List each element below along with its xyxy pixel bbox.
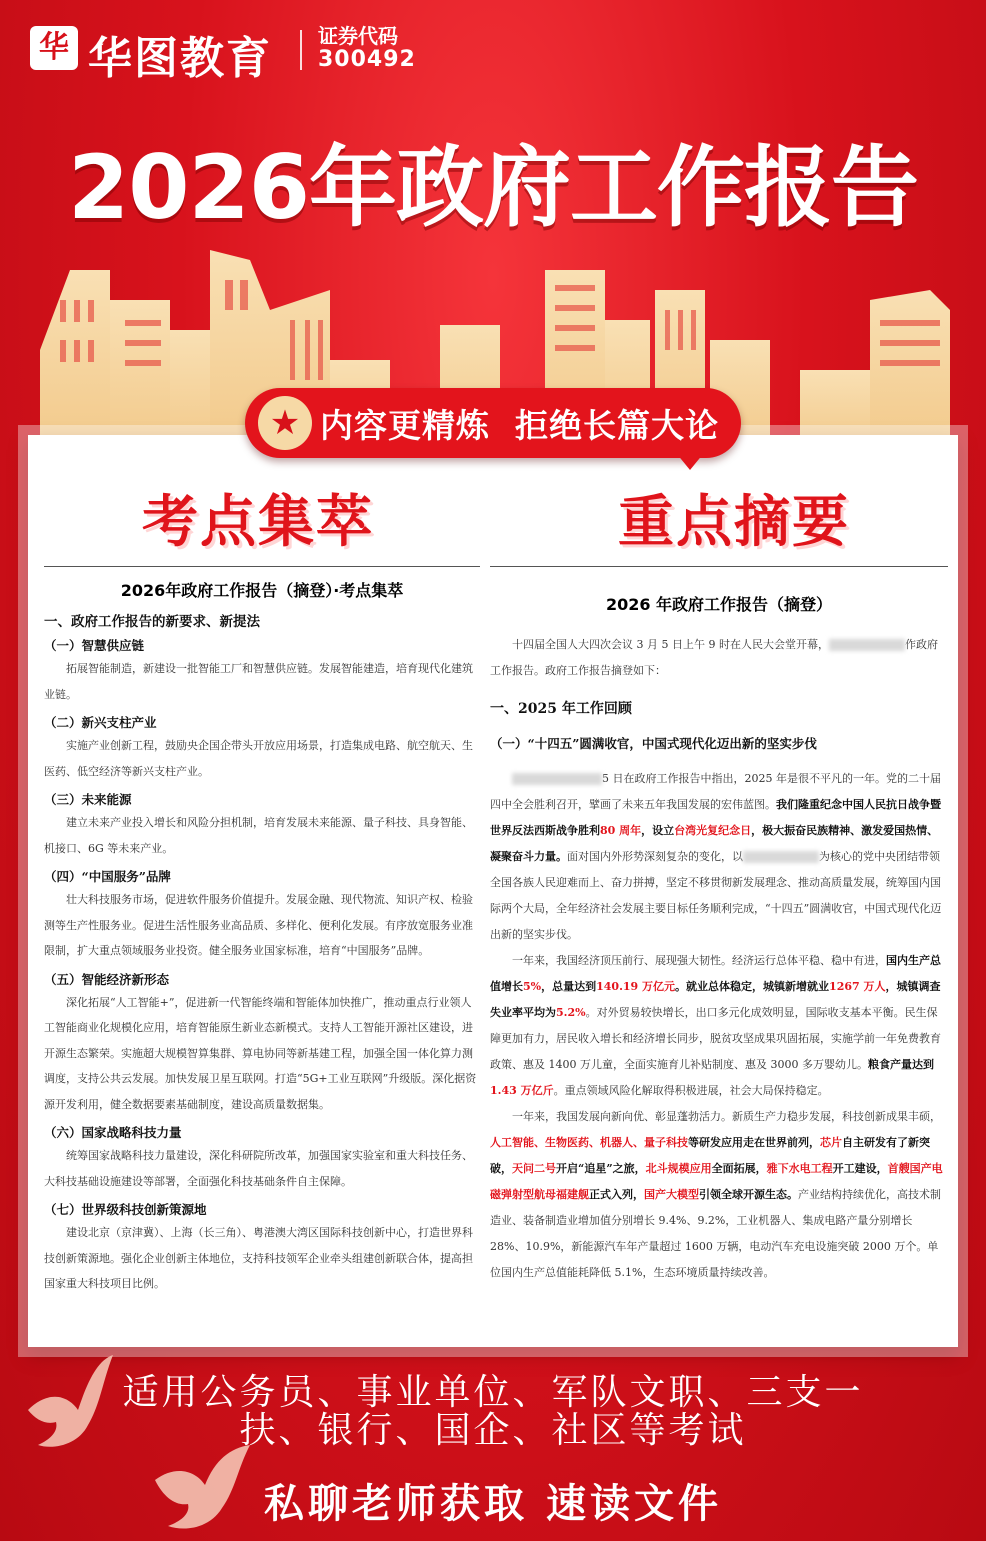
left-doc-item-text: 建立未来产业投入增长和风险分担机制，培育发展未来能源、量子科技、具身智能、机接口、6G 等未来产业。	[44, 816, 473, 855]
left-doc-item-text: 拓展智能制造，新建设一批智能工厂和智慧供应链。发展智能建造，培育现代化建筑业链。	[44, 662, 473, 701]
left-doc-item-text: 壮大科技服务市场，促进软件服务价值提升。发展金融、现代物流、知识产权、检验测等生产性服务业。促进生活性服务业高品质、多样化、便利化发展。有序放宽服务业准限制，扩大重点领域服务业投资。健全服务业国家标准，培育“中国服务”品牌。	[44, 893, 473, 957]
right-doc-intro: 十四届全国人大四次会议 3 月 5 日上午 9 时在人民大会堂开幕， 作政府工作报告。政府工作报告摘登如下：	[490, 638, 938, 677]
left-doc-item-heading: （一）智慧供应链	[44, 638, 145, 653]
redacted-text	[512, 773, 602, 785]
redacted-text	[743, 851, 819, 863]
star-icon: ★	[258, 396, 312, 450]
left-doc-item-text: 建设北京（京津冀）、上海（长三角）、粤港澳大湾区国际科技创新中心，打造世界科技创新策源地。强化企业创新主体地位，支持科技领军企业牵头组建创新联合体，提高担国家重大科技项目比例。	[44, 1226, 473, 1290]
right-doc-section: 一、2025 年工作回顾	[490, 701, 632, 717]
brand-name: 华图教育	[88, 33, 272, 84]
banner-text: 内容更精炼 拒绝长篇大论	[320, 406, 719, 445]
right-doc-title: 2026 年政府工作报告（摘登）	[605, 595, 833, 614]
left-doc-item-heading: （四）“中国服务”品牌	[44, 869, 171, 884]
redacted-text	[829, 639, 905, 651]
right-column-header: 重点摘要	[618, 490, 850, 555]
right-doc-rule	[490, 566, 948, 567]
call-to-action: 私聊老师获取 速读文件	[264, 1481, 722, 1527]
left-doc-title: 2026年政府工作报告（摘登）·考点集萃	[120, 581, 404, 600]
applicable-exams-line-2: 扶、银行、国企、社区等考试	[239, 1410, 747, 1451]
left-doc-item-heading: （七）世界级科技创新策源地	[44, 1202, 207, 1217]
left-doc-rule	[44, 566, 480, 567]
stock-code: 300492	[318, 47, 416, 72]
left-doc-item-text: 深化拓展“人工智能+”，促进新一代智能终端和智能体加快推广，推动重点行业领人工智能商业化规模化应用，培育智能原生新业态新模式。支持人工智能开源社区建设，进开源生态繁荣。实施超大规模智算集群、算电协同等新基建工程，加强全国一体化算力测调度，支持公共云发展。加快发展卫星互联网。打造“5G+工业互联网”升级版。深化据资源开发利用，健全数据要素基础制度，建设高质量数据集。	[44, 995, 477, 1111]
left-doc-body	[44, 604, 480, 1297]
left-column-header: 考点集萃	[142, 490, 374, 555]
left-doc-item-text: 统筹国家战略科技力量建设，深化科研院所改革，加强国家实验室和重大科技任务、大科技基础设施建设等部署，全面强化科技基础条件自主保障。	[44, 1149, 473, 1188]
left-doc-item-text: 实施产业创新工程，鼓励央企国企带头开放应用场景，打造集成电路、航空航天、生医药、低空经济等新兴支柱产业。	[44, 739, 473, 778]
right-doc-paragraph-3: 一年来，我国发展向新向优、彰显蓬勃活力。新质生产力稳步发展，科技创新成果丰硕，人工智能、生物医药、机器人、量子科技等研发应用走在世界前列，芯片自主研发有了新突破，天问二号开启“追星”之旅，北斗规模应用全面拓展，雅下水电工程开工建设，首艘国产电磁弹射型航母福建舰正式入列，国产大模型引领全球开源生态。产业结构持续优化，高技术制造业、装备制造业增加值分别增长 9.4%、9.2%，工业机器人、集成电路产量分别增长 28%、10.9%，新能源汽车年产量超过 1600 万辆，电动汽车充电设施突破 2000 万个。单位国内生产总值能耗降低 5.1%，生态环境质量持续改善。	[490, 1110, 943, 1279]
stock-label: 证券代码	[318, 24, 398, 48]
left-doc-section: 一、政府工作报告的新要求、新提法	[44, 614, 260, 630]
right-doc-paragraph-1: 5 日在政府工作报告中指出，2025 年是很不平凡的一年。党的二十届四中全会胜利召开，擘画了未来五年我国发展的宏伟蓝图。我们隆重纪念中国人民抗日战争暨世界反法西斯战争胜利80 周年，设立台湾光复纪念日，极大振奋民族精神、激发爱国热情、凝聚奋斗力量。面对国内外形势深刻复杂的变化，以 为核心的党中央团结带领全国各族人民迎难而上、奋力拼搏，坚定不移贯彻新发展理念、推动高质量发展，统筹国内国际两个大局，全年经济社会发展主要目标任务顺利完成，“十四五”圆满收官，中国式现代化迈出新的坚实步伐。	[490, 772, 942, 941]
left-doc-item-heading: （二）新兴支柱产业	[44, 715, 157, 730]
right-doc-subsection: （一）“十四五”圆满收官，中国式现代化迈出新的坚实步伐	[490, 736, 817, 751]
header-divider	[300, 30, 302, 70]
right-doc-body	[490, 632, 948, 1286]
brand-logo-icon: 华	[30, 26, 78, 70]
left-doc-item-heading: （五）智能经济新形态	[44, 971, 170, 987]
applicable-exams-line-1: 适用公务员、事业单位、军队文职、三支一	[122, 1372, 864, 1413]
banner-tail	[672, 448, 708, 470]
left-doc-items	[44, 636, 480, 1297]
left-doc-item-heading: （六）国家战略科技力量	[44, 1125, 182, 1140]
left-doc-item-heading: （三）未来能源	[44, 792, 132, 807]
right-doc-paragraph-2: 一年来，我国经济顶压前行、展现强大韧性。经济运行总体平稳、稳中有进，国内生产总值增长5%，总量达到140.19 万亿元。就业总体稳定，城镇新增就业1267 万人，城镇调查失业率平均为5.2%。对外贸易较快增长，出口多元化成效明显，国际收支基本平衡。民生保障更加有力，居民收入增长和经济增长同步，脱贫攻坚成果巩固拓展，实施学前一年免费教育政策、惠及 1400 万儿童，全面实施育儿补贴制度、惠及 3000 多万婴幼儿。粮食产量达到1.43 万亿斤。重点领域风险化解取得积极进展，社会大局保持稳定。	[490, 954, 941, 1097]
main-title: 2026年政府工作报告	[68, 136, 918, 239]
